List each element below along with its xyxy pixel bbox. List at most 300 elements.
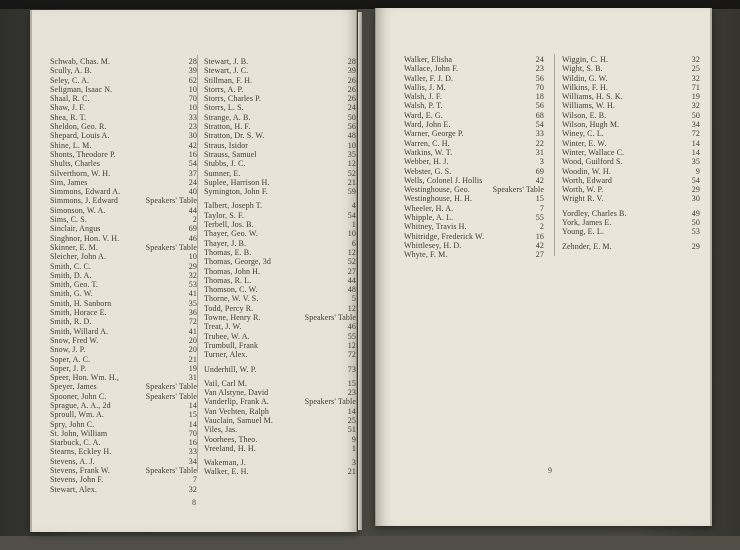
table-number: 55: [347, 331, 356, 341]
table-number: 12: [347, 159, 356, 169]
list-item: [50, 327, 197, 336]
list-item: [204, 103, 356, 112]
attendee-name: Scully, A. B.: [50, 66, 92, 76]
list-item: [204, 365, 356, 374]
table-number: 56: [535, 73, 544, 83]
attendee-name: Simmons, Edward A.: [50, 187, 121, 197]
list-item: [50, 438, 197, 447]
list-item: [204, 211, 356, 220]
list-item: [562, 83, 700, 92]
attendee-name: Stewart, J. B.: [204, 57, 249, 66]
attendee-name: Whipple, A. L.: [404, 213, 454, 223]
table-number: 14: [188, 419, 197, 429]
table-number: 14: [691, 147, 700, 157]
attendee-name: Seligman, Isaac N.: [50, 84, 113, 94]
list-item: [50, 85, 197, 94]
table-number: Speakers' Table: [145, 196, 197, 206]
table-number: 52: [347, 168, 356, 178]
attendee-name: Trubee, W. A.: [204, 331, 250, 341]
table-number: 42: [535, 175, 544, 185]
list-item: [204, 169, 356, 178]
table-number: 10: [188, 84, 197, 94]
table-number: 50: [347, 112, 356, 122]
list-item: [204, 94, 356, 103]
list-item: [404, 167, 544, 176]
attendee-name: Wildin, G. W.: [562, 73, 608, 83]
table-number: 68: [535, 110, 544, 120]
table-number: 70: [188, 94, 197, 104]
attendee-name: Wells, Colonel J. Hollis: [404, 175, 483, 185]
attendee-name: Shonts, Theodore P.: [50, 149, 116, 159]
table-number: 56: [535, 101, 544, 111]
list-item: [404, 139, 544, 148]
list-item: [562, 74, 700, 83]
table-number: 26: [347, 94, 356, 104]
list-item: [404, 129, 544, 138]
list-item: [204, 458, 356, 467]
attendee-name: Storrs, Charles P.: [204, 94, 261, 104]
list-item: [562, 148, 700, 157]
attendee-name: Strauss, Samuel: [204, 149, 257, 159]
table-number: 5: [351, 294, 356, 304]
list-item: [50, 150, 197, 159]
attendee-name: Ward, E. G.: [404, 110, 443, 120]
list-item: [204, 285, 356, 294]
table-number: 31: [535, 147, 544, 157]
table-number: 23: [535, 64, 544, 74]
attendee-name: Talbert, Joseph T.: [204, 201, 263, 211]
table-number: 14: [188, 400, 197, 410]
attendee-name: Silverthorn, W. H.: [50, 168, 111, 178]
entry-group: [204, 57, 356, 196]
table-number: 33: [188, 112, 197, 122]
attendee-name: Underhill, W. P.: [204, 364, 257, 374]
attendee-name: Todd, Percy R.: [204, 303, 254, 313]
table-number: 55: [535, 213, 544, 223]
table-number: 41: [188, 289, 197, 299]
list-item: [562, 242, 700, 251]
attendee-name: Walker, Elisha: [404, 55, 452, 64]
list-item: [204, 276, 356, 285]
attendee-name: Snow, Fred W.: [50, 335, 99, 345]
list-item: [204, 388, 356, 397]
attendee-name: Trumbull, Frank: [204, 340, 259, 350]
table-number: 51: [347, 425, 356, 435]
entry-group: [204, 365, 356, 374]
table-number: 34: [691, 120, 700, 130]
table-number: 1: [351, 220, 356, 230]
table-number: 54: [347, 210, 356, 220]
list-item: [50, 382, 197, 391]
list-item: [562, 194, 700, 203]
table-number: 70: [535, 82, 544, 92]
attendee-name: Stratton, Dr. S. W.: [204, 131, 265, 141]
table-number: 71: [691, 82, 700, 92]
table-number: 3: [539, 157, 544, 167]
table-number: 4: [351, 201, 356, 211]
list-item: [404, 185, 544, 194]
attendee-name: Smith, R. D.: [50, 317, 92, 327]
attendee-name: Winter, Wallace C.: [562, 147, 625, 157]
attendee-name: Stillman, F. H.: [204, 75, 253, 85]
attendee-name: Speyer, James: [50, 382, 97, 392]
attendee-name: Stewart, J. C.: [204, 66, 249, 76]
attendee-name: Watkins, W. T.: [404, 147, 453, 157]
table-number: 70: [188, 428, 197, 438]
table-number: 72: [347, 350, 356, 360]
attendee-name: Westinghouse, H. H.: [404, 194, 473, 204]
list-item: [562, 167, 700, 176]
attendee-name: Smith, Geo. T.: [50, 280, 98, 290]
table-number: 27: [535, 250, 544, 260]
list-item: [50, 392, 197, 401]
table-number: 9: [695, 166, 700, 176]
attendee-name: Sheldon, Geo. R.: [50, 122, 107, 132]
attendee-name: Turner, Alex.: [204, 350, 248, 360]
list-item: [50, 159, 197, 168]
table-number: 69: [535, 166, 544, 176]
list-item: [562, 129, 700, 138]
table-number: 32: [691, 55, 700, 64]
entry-group: [562, 242, 700, 251]
table-number: 26: [347, 84, 356, 94]
attendee-name: Speer, Hon. Wm. H.,: [50, 373, 119, 383]
attendee-name: Vreeland, H. H.: [204, 443, 256, 453]
attendee-name: Thayer, Geo. W.: [204, 229, 258, 239]
list-item: [50, 466, 197, 475]
table-number: 54: [691, 175, 700, 185]
list-item: [204, 248, 356, 257]
list-item: [404, 120, 544, 129]
table-number: 29: [691, 185, 700, 195]
attendee-name: Shaw, J. F.: [50, 103, 86, 113]
entry-group: [204, 201, 356, 359]
attendee-name: Treat, J. W.: [204, 322, 242, 332]
list-item: [204, 350, 356, 359]
attendee-name: Walsh, J. F.: [404, 92, 442, 102]
attendee-name: Thorne, W. V. S.: [204, 294, 259, 304]
table-number: 72: [188, 317, 197, 327]
list-item: [50, 420, 197, 429]
attendee-name: Shepard, Louis A.: [50, 131, 110, 141]
entry-group: [204, 379, 356, 453]
list-item: [204, 85, 356, 94]
table-number: 22: [535, 138, 544, 148]
table-number: 52: [347, 257, 356, 267]
list-item: [204, 220, 356, 229]
list-item: [562, 111, 700, 120]
list-item: [562, 185, 700, 194]
table-number: 50: [691, 218, 700, 228]
attendee-name: Webster, G. S.: [404, 166, 452, 176]
list-item: [204, 150, 356, 159]
right-page: [375, 8, 712, 526]
list-item: [50, 94, 197, 103]
attendee-name: Towne, Henry R.: [204, 313, 261, 323]
list-item: [562, 176, 700, 185]
list-item: [50, 364, 197, 373]
attendee-name: Sim, James: [50, 177, 88, 187]
left-page-column-2: [204, 57, 356, 477]
attendee-name: Williams, W. H.: [562, 101, 615, 111]
table-number: 19: [188, 363, 197, 373]
attendee-name: Straus, Isidor: [204, 140, 249, 150]
table-number: 15: [347, 378, 356, 388]
list-item: [204, 178, 356, 187]
attendee-name: Smith, D. A.: [50, 270, 92, 280]
table-number: 42: [535, 240, 544, 250]
table-number: 24: [188, 177, 197, 187]
attendee-name: Wight, S. B.: [562, 64, 603, 74]
table-number: Speakers' Table: [304, 397, 356, 407]
table-number: 53: [188, 280, 197, 290]
list-item: [50, 336, 197, 345]
entry-group: [562, 55, 700, 204]
page-number: 8: [192, 498, 196, 507]
attendee-name: Wakeman, J.: [204, 458, 246, 468]
attendee-name: Winey, C. L.: [562, 129, 604, 139]
list-item: [50, 429, 197, 438]
table-number: 21: [347, 177, 356, 187]
list-item: [50, 57, 197, 66]
attendee-name: Schwab, Chas. M.: [50, 57, 111, 66]
table-number: 33: [535, 129, 544, 139]
attendee-name: Woodin, W. H.: [562, 166, 611, 176]
attendee-name: Strange, A. B.: [204, 112, 251, 122]
attendee-name: Terbell, Jos. B.: [204, 220, 254, 230]
list-item: [204, 76, 356, 85]
table-number: 7: [192, 475, 197, 485]
table-number: 10: [347, 229, 356, 239]
table-number: 34: [188, 456, 197, 466]
attendee-name: Young, E. L.: [562, 227, 604, 237]
table-number: 54: [188, 159, 197, 169]
table-number: 9: [351, 434, 356, 444]
attendee-name: Smith, Horace E.: [50, 308, 107, 318]
attendee-name: Starbuck, C. A.: [50, 438, 101, 448]
table-number: 33: [188, 447, 197, 457]
list-item: [204, 229, 356, 238]
list-item: [404, 64, 544, 73]
table-number: 15: [188, 410, 197, 420]
table-number: 28: [188, 57, 197, 66]
attendee-name: Singhnor, Hon. V. H.: [50, 233, 120, 243]
list-item: [50, 289, 197, 298]
list-item: [404, 222, 544, 231]
table-number: 39: [188, 66, 197, 76]
table-number: 32: [691, 101, 700, 111]
table-number: 29: [691, 241, 700, 251]
attendee-name: Wheeler, H. A.: [404, 203, 454, 213]
table-number: 14: [347, 406, 356, 416]
table-number: 54: [535, 120, 544, 130]
list-item: [50, 178, 197, 187]
attendee-name: Sumner, E.: [204, 168, 241, 178]
table-number: 42: [188, 140, 197, 150]
list-item: [562, 55, 700, 64]
table-number: 18: [535, 92, 544, 102]
table-number: 35: [347, 149, 356, 159]
table-number: Speakers' Table: [304, 313, 356, 323]
table-number: 41: [188, 326, 197, 336]
attendee-name: Seley, C. A.: [50, 75, 90, 85]
table-number: 7: [539, 203, 544, 213]
attendee-name: Walsh, P. T.: [404, 101, 443, 111]
attendee-name: Wallis, J. M.: [404, 82, 446, 92]
table-number: 69: [188, 224, 197, 234]
table-number: 21: [347, 467, 356, 477]
table-number: 2: [539, 222, 544, 232]
table-number: 53: [691, 227, 700, 237]
list-item: [50, 355, 197, 364]
table-number: 26: [347, 75, 356, 85]
attendee-name: Van Alstyne, David: [204, 388, 269, 398]
attendee-name: Wiggin, C. H.: [562, 55, 609, 64]
attendee-name: Thomas, John H.: [204, 266, 261, 276]
attendee-name: Soper, A. C.: [50, 354, 91, 364]
entry-group: [50, 57, 197, 494]
list-item: [204, 322, 356, 331]
list-item: [204, 257, 356, 266]
list-item: [50, 457, 197, 466]
attendee-name: Webber, H. J.: [404, 157, 449, 167]
attendee-name: Snow, J. P.: [50, 345, 86, 355]
list-item: [50, 76, 197, 85]
table-number: 48: [347, 285, 356, 295]
attendee-name: Worth, W. P.: [562, 185, 604, 195]
table-number: 10: [188, 103, 197, 113]
attendee-name: Smith, H. Sanborn: [50, 298, 112, 308]
list-item: [204, 379, 356, 388]
list-item: [50, 103, 197, 112]
list-item: [204, 467, 356, 476]
entry-group: [404, 55, 544, 260]
attendee-name: Stevens, Frank W.: [50, 466, 110, 476]
list-item: [404, 213, 544, 222]
list-item: [204, 341, 356, 350]
attendee-name: Suplee, Harrison H.: [204, 177, 270, 187]
attendee-name: Wright R. V.: [562, 194, 604, 204]
attendee-name: Stewart, Alex.: [50, 484, 97, 494]
attendee-name: Thomas, George, 3d: [204, 257, 271, 267]
table-number: Speakers' Table: [145, 391, 197, 401]
table-number: 24: [347, 103, 356, 113]
attendee-name: Sproull, Wm. A.: [50, 410, 105, 420]
attendee-name: Thomson, C. W.: [204, 285, 258, 295]
table-number: 20: [188, 335, 197, 345]
table-number: 20: [188, 345, 197, 355]
right-page-column-1: [404, 55, 544, 260]
list-item: [404, 232, 544, 241]
table-number: Speakers' Table: [145, 242, 197, 252]
table-number: 24: [535, 55, 544, 64]
attendee-name: Yordley, Charles B.: [562, 208, 627, 218]
table-number: 59: [347, 187, 356, 197]
table-number: 48: [347, 131, 356, 141]
attendee-name: Wilkins, F. H.: [562, 82, 608, 92]
attendee-name: Vail, Carl M.: [204, 378, 248, 388]
attendee-name: Smith, Willard A.: [50, 326, 109, 336]
list-item: [50, 299, 197, 308]
list-item: [50, 271, 197, 280]
list-item: [50, 447, 197, 456]
list-item: [204, 159, 356, 168]
attendee-name: Vauclain, Samuel M.: [204, 415, 273, 425]
list-item: [562, 92, 700, 101]
list-item: [562, 209, 700, 218]
list-item: [204, 131, 356, 140]
list-item: [50, 187, 197, 196]
table-number: 46: [188, 233, 197, 243]
table-number: 23: [347, 388, 356, 398]
list-item: [50, 196, 197, 205]
list-item: [50, 169, 197, 178]
table-number: 14: [691, 138, 700, 148]
attendee-name: Symington, John F.: [204, 187, 268, 197]
list-item: [50, 252, 197, 261]
table-number: 2: [192, 215, 197, 225]
list-item: [50, 317, 197, 326]
table-number: Speakers' Table: [145, 382, 197, 392]
attendee-name: Spry, John C.: [50, 419, 95, 429]
list-item: [204, 141, 356, 150]
list-item: [204, 267, 356, 276]
attendee-name: Stratton, H. F.: [204, 122, 251, 132]
attendee-name: Sleicher, John A.: [50, 252, 107, 262]
column-divider-rule: [197, 55, 198, 473]
attendee-name: Warren, C. H.: [404, 138, 450, 148]
list-item: [50, 485, 197, 494]
table-number: 30: [188, 131, 197, 141]
list-item: [50, 66, 197, 75]
attendee-name: Skinner, E. M.: [50, 242, 98, 252]
list-item: [204, 187, 356, 196]
table-number: 50: [691, 110, 700, 120]
attendee-name: Taylor, S. F.: [204, 210, 245, 220]
attendee-name: Shults, Charles: [50, 159, 100, 169]
list-item: [50, 475, 197, 484]
list-item: [404, 241, 544, 250]
attendee-name: Stevens, A. J.: [50, 456, 95, 466]
list-item: [50, 234, 197, 243]
attendee-name: Walker, E. H.: [204, 467, 249, 477]
list-item: [404, 194, 544, 203]
list-item: [404, 55, 544, 64]
table-number: 32: [691, 73, 700, 83]
attendee-name: Storrs, A. P.: [204, 84, 244, 94]
table-number: 62: [188, 75, 197, 85]
table-number: Speakers' Table: [492, 185, 544, 195]
attendee-name: Storrs, L. S.: [204, 103, 244, 113]
table-number: 39: [347, 66, 356, 76]
entry-group: [562, 209, 700, 237]
table-number: 72: [691, 129, 700, 139]
list-item: [404, 92, 544, 101]
attendee-name: Shine, L. M.: [50, 140, 92, 150]
attendee-name: Viles, Jas.: [204, 425, 238, 435]
list-item: [204, 407, 356, 416]
attendee-name: Wallace, John F.: [404, 64, 459, 74]
attendee-name: Zehnder, E. M.: [562, 241, 612, 251]
table-number: 15: [535, 194, 544, 204]
attendee-name: Whitney, Travis H.: [404, 222, 467, 232]
list-item: [204, 66, 356, 75]
list-item: [50, 206, 197, 215]
list-item: [562, 64, 700, 73]
photo-border-bottom: [0, 536, 740, 550]
attendee-name: Thomas, R. L.: [204, 275, 252, 285]
table-number: 35: [188, 298, 197, 308]
